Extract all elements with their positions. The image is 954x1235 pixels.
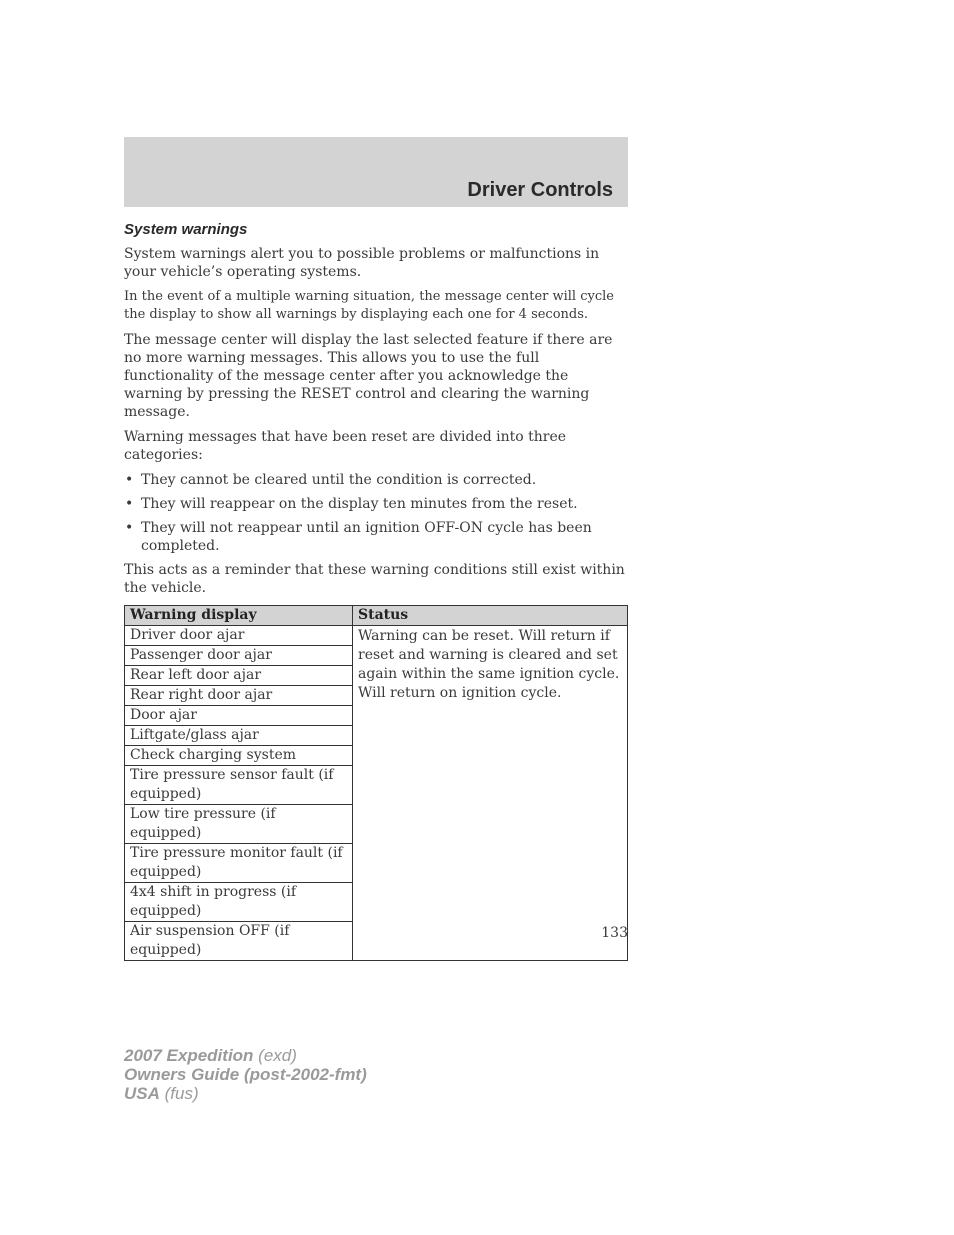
warning-cell: Check charging system — [125, 746, 353, 766]
warning-cell: Passenger door ajar — [125, 646, 353, 666]
status-cell: Warning can be reset. Will return if reset and warning is cleared and set again within the same ignition cycle. Will return on ignition cycle. — [353, 626, 628, 961]
warning-cell: Driver door ajar — [125, 626, 353, 646]
intro-paragraph: System warnings alert you to possible problems or malfunctions in your vehicle’s operating systems. — [124, 246, 600, 280]
column-header-warning-display: Warning display — [125, 606, 353, 626]
list-item — [124, 471, 628, 489]
page-number: 133 — [601, 925, 628, 941]
footer-model: 2007 Expedition — [124, 1046, 254, 1065]
footer-line-market — [124, 1084, 367, 1103]
list-item-text: They will reappear on the display ten minutes from the reset. — [141, 496, 578, 512]
warning-cell: Tire pressure sensor fault (if equipped) — [125, 766, 353, 805]
warning-cell: Low tire pressure (if equipped) — [125, 805, 353, 844]
warning-cell: Rear right door ajar — [125, 686, 353, 706]
subsection-title: System warnings — [124, 221, 248, 238]
reminder-paragraph: This acts as a reminder that these warning conditions still exist within the vehicle. — [124, 562, 625, 596]
table-row — [125, 626, 628, 646]
footer-guide: Owners Guide (post-2002-fmt) — [124, 1065, 367, 1084]
section-header-band — [124, 137, 628, 207]
list-item — [124, 495, 628, 513]
footer-market: USA — [124, 1084, 160, 1103]
footer-line-model — [124, 1046, 367, 1065]
column-header-status: Status — [353, 606, 628, 626]
categories-paragraph: Warning messages that have been reset are divided into three categories: — [124, 429, 567, 463]
section-header-title: Driver Controls — [467, 179, 613, 201]
categories-list — [124, 471, 628, 555]
main-content — [124, 218, 628, 961]
multiple-warning-paragraph: In the event of a multiple warning situation, the message center will cycle the display to show all warnings by displaying each one for 4 seconds. — [124, 289, 614, 322]
list-item-text: They will not reappear until an ignition OFF-ON cycle has been completed. — [141, 520, 592, 554]
footer-model-code: (exd) — [258, 1046, 297, 1065]
warning-cell: Liftgate/glass ajar — [125, 726, 353, 746]
footer-market-code: (fus) — [164, 1084, 199, 1103]
list-item — [124, 519, 628, 555]
warning-cell: 4x4 shift in progress (if equipped) — [125, 883, 353, 922]
document-footer — [124, 1046, 367, 1103]
bullet-icon: • — [125, 520, 134, 536]
warning-cell: Air suspension OFF (if equipped) — [125, 922, 353, 961]
message-center-paragraph: The message center will display the last selected feature if there are no more warning messages. This allows you to use the full functionality of the message center after you acknowledge the warning by pressing the RESET control and clearing the warning message. — [124, 332, 613, 420]
warning-cell: Door ajar — [125, 706, 353, 726]
bullet-icon: • — [125, 472, 134, 488]
warning-table — [124, 605, 628, 961]
table-header-row — [125, 606, 628, 626]
list-item-text: They cannot be cleared until the condition is corrected. — [141, 472, 537, 488]
warning-cell: Rear left door ajar — [125, 666, 353, 686]
warning-cell: Tire pressure monitor fault (if equipped) — [125, 844, 353, 883]
bullet-icon: • — [125, 496, 134, 512]
footer-line-guide — [124, 1065, 367, 1084]
